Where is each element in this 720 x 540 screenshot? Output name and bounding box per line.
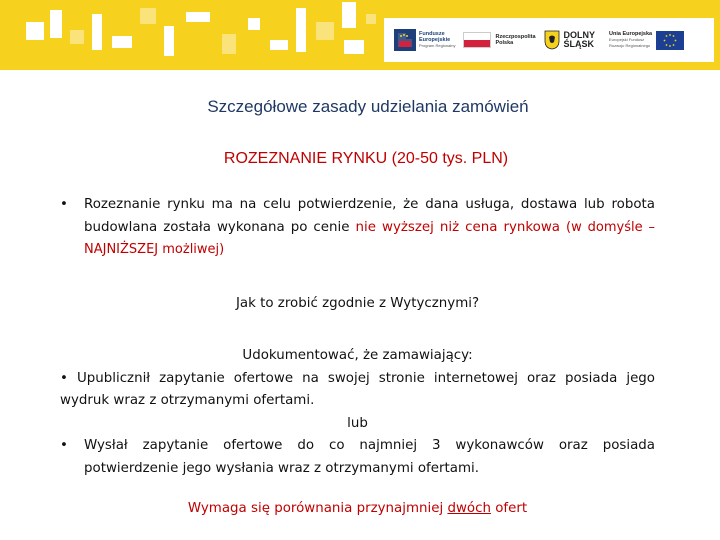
decorative-square [344,40,364,54]
logo-line: ŚLĄSK [563,39,595,49]
decorative-square [296,8,306,52]
requirement-underlined: dwóch [447,501,491,516]
bullet-mark: • [60,438,68,453]
header-band [0,0,720,70]
decorative-square [92,14,102,50]
bullet-text-main: Rozeznanie rynku ma na celu potwierdzenie, że dana usługa, dostawa lub robota budowlana została wykonana po cenie [84,197,655,235]
bullet-item [60,435,655,480]
unia-europejska-logo [609,18,684,62]
decorative-square [186,12,210,22]
logo-line: Rozwoju Regionalnego [609,43,651,48]
fundusze-europejskie-text [419,31,455,49]
decorative-square [316,22,334,40]
logo-line: Fundusze [419,31,445,37]
rzeczpospolita-polska-logo [455,18,535,62]
decorative-square [164,26,174,56]
fundusze-europejskie-icon [394,29,416,51]
requirement-text [60,498,655,521]
bullet-note: (w domyśle – NAJNIŻSZEJ możliwej) [84,219,655,257]
logo-bar [384,18,714,62]
bullet-mark: • [60,197,68,212]
highlight-text: nie wyższej niż cena rynkowa [355,219,561,235]
dolny-slask-crest-icon [544,30,560,50]
decorative-square [112,36,132,48]
decorative-square [50,10,62,38]
decorative-square [70,30,84,44]
bullet-text: Wysłał zapytanie ofertowe do co najmniej 3 wykonawców oraz posiada potwierdzenie jego wysłania wraz z otrzymanymi ofertami. [84,438,655,476]
decorative-square [366,14,376,24]
logo-line: Rzeczpospolita [495,34,536,40]
dolny-slask-text [564,31,596,49]
logo-line: DOLNY [563,30,596,40]
logo-line: Polska [495,40,514,46]
requirement-after: ofert [490,501,528,516]
unia-europejska-text [609,31,652,49]
bullet-item [60,194,655,262]
decorative-square [248,18,260,30]
page-subtitle: ROZEZNANIE RYNKU (20-50 tys. PLN) [223,150,509,167]
logo-line: Europejskie [419,37,451,43]
logo-line: Europejski Fundusz [609,37,645,42]
page-title: Szczegółowe zasady udzielania zamówień [207,97,529,116]
rzeczpospolita-polska-text [495,34,535,46]
bullet-text [84,194,655,262]
question-heading: Jak to zrobić zgodnie z Wytycznymi? [235,295,480,311]
intro-text: Udokumentować, że zamawiający: [242,348,473,363]
decorative-square [222,34,236,54]
decorative-square [140,8,156,24]
dolny-slask-logo [536,18,596,62]
decorative-square [270,40,288,50]
decorative-square [342,2,356,28]
main-content [60,194,655,521]
eu-flag-icon [656,31,684,50]
decorative-square [26,22,44,40]
polish-flag-icon [463,32,491,48]
requirement-before: Wymaga się porównania przynajmniej [187,501,448,516]
logo-line: Unia Europejska [609,31,653,37]
option-one-text: • Upublicznił zapytanie ofertowe na swojej stronie internetowej oraz posiada jego wydruk wraz z otrzymanymi ofertami. [60,370,655,408]
logo-line: Program Regionalny [419,43,456,48]
fundusze-europejskie-logo [384,18,455,62]
or-separator: lub [347,415,368,431]
